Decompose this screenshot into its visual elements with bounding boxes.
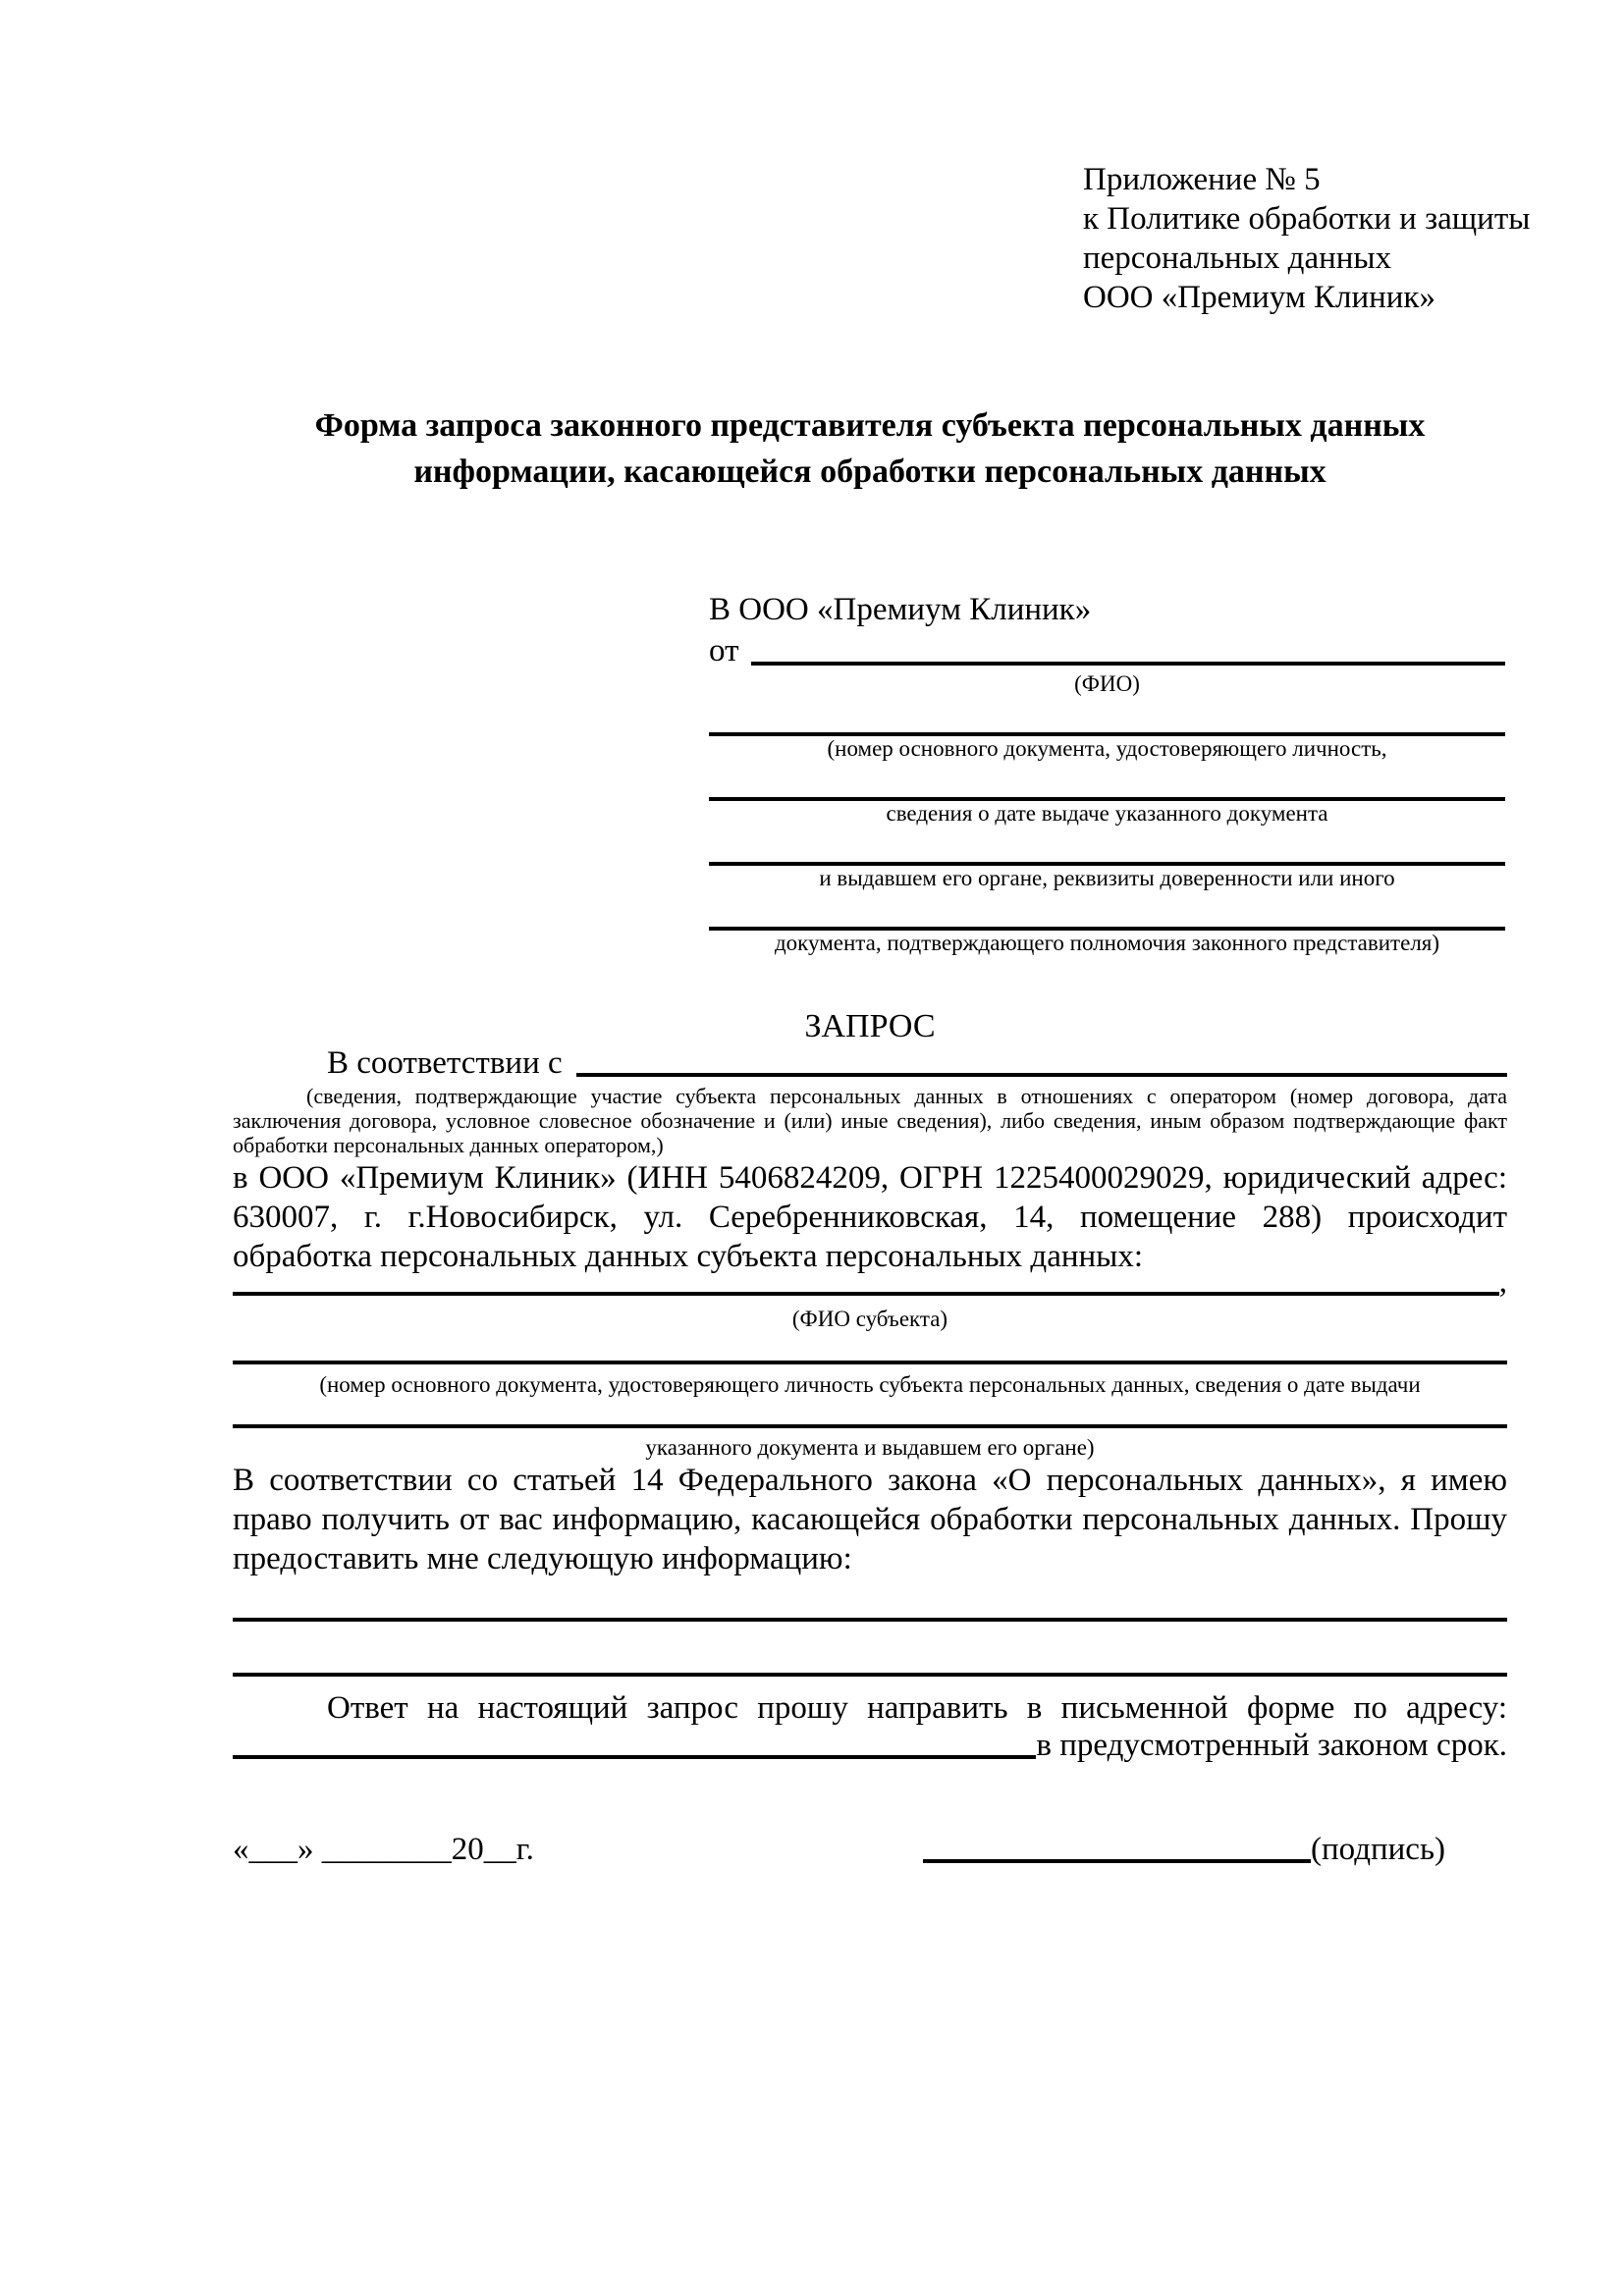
document-title: Форма запроса законного представителя субъекта персональных данных информации, касающейся обработки персональных данных (314, 407, 1426, 490)
fio-fill-line (751, 662, 1506, 666)
from-label: от (709, 633, 739, 668)
law-paragraph: В соответствии со статьей 14 Федерального закона «О персональных данных», я имею право получить от вас информацию, касающейся обработки персональных данных. Прошу предоставить мне следующую информацию: (233, 1463, 1507, 1576)
subject-fio-line (233, 1292, 1499, 1296)
answer-address-row (233, 1726, 1507, 1765)
answer-address-line (233, 1755, 1036, 1759)
request-heading: ЗАПРОС (804, 1008, 936, 1044)
basis-fill-line (576, 1073, 1507, 1077)
appendix-line: к Политике обработки и защиты (1083, 201, 1531, 237)
subject-doc-line (233, 1424, 1507, 1428)
subject-fio-row (233, 1262, 1507, 1302)
subject-doc-caption: указанного документа и выдавшем его органе) (645, 1435, 1095, 1460)
doc-caption: документа, подтверждающего полномочия законного представителя) (774, 931, 1440, 955)
basis-row (233, 1043, 1507, 1083)
appendix-line: персональных данных (1083, 240, 1392, 276)
from-line (709, 630, 1505, 671)
info-fill-line (233, 1618, 1507, 1622)
basis-label: В соответствии с (327, 1045, 563, 1081)
signature-row (923, 1830, 1445, 1869)
doc-caption: сведения о дате выдаче указанного документа (886, 801, 1328, 826)
recipient-line: В ООО «Премиум Клиник» (709, 592, 1092, 627)
answer-paragraph: Ответ на настоящий запрос прошу направить в письменной форме по адресу: (327, 1690, 1507, 1726)
info-fill-line (233, 1673, 1507, 1677)
doc-caption: и выдавшем его органе, реквизиты доверенности или иного (819, 866, 1395, 890)
operator-paragraph: в ООО «Премиум Клиник» (ИНН 5406824209, ОГРН 1225400029029, юридический адрес: 630007, г. г.Новосибирск, ул. Серебренниковская, 14, помещение 288) происходит обработка персональных данных субъекта персональных данных: (233, 1160, 1507, 1274)
appendix-note (1083, 160, 1530, 317)
subject-doc-line (233, 1361, 1507, 1364)
answer-tail: в предусмотренный законом срок. (1036, 1728, 1507, 1763)
addressee-block (709, 589, 1505, 956)
date-field: «___» ________20__г. (233, 1832, 534, 1867)
subject-fio-comma: , (1498, 1264, 1507, 1300)
fio-caption: (ФИО) (1074, 671, 1140, 696)
subject-fio-caption: (ФИО субъекта) (791, 1307, 948, 1331)
basis-note: (сведения, подтверждающие участие субъекта персональных данных в отношениях с оператором (номер договора, дата заключения договора, условное словесное обозначение и (или) иные сведения), либо сведения, иным образом подтверждающие факт обработки персональных данных оператором,) (233, 1084, 1507, 1157)
signature-line (923, 1859, 1311, 1863)
subject-doc-caption: (номер основного документа, удостоверяющего личность субъекта персональных данных, сведения о дате выдачи (319, 1372, 1421, 1397)
doc-caption: (номер основного документа, удостоверяющего личность, (827, 736, 1387, 761)
appendix-line: ООО «Премиум Клиник» (1083, 280, 1435, 315)
appendix-line: Приложение № 5 (1083, 162, 1321, 197)
signature-caption: (подпись) (1311, 1832, 1445, 1867)
